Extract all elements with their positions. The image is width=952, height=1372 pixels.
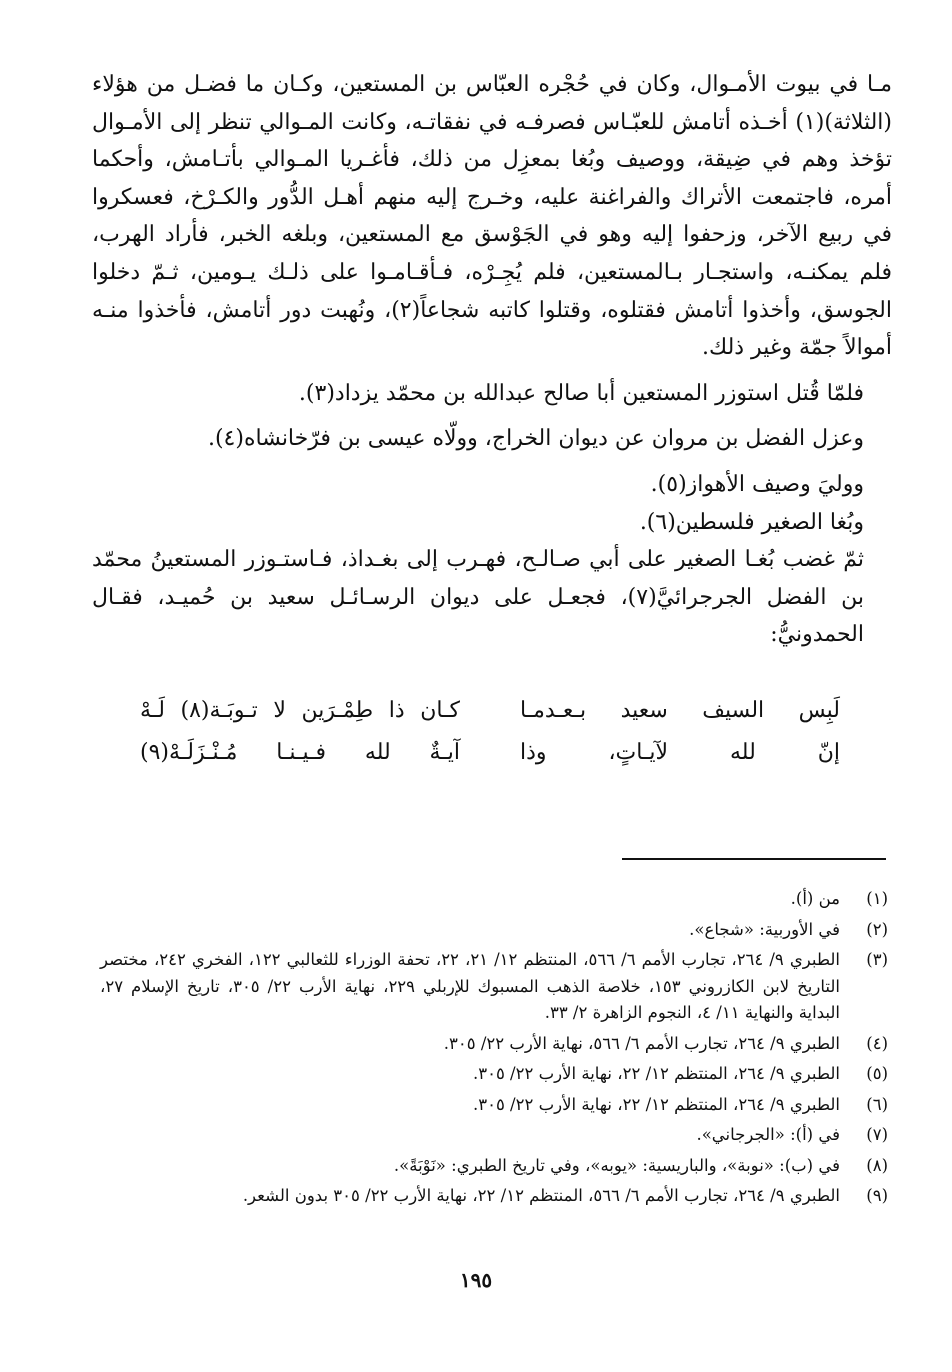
footnote xyxy=(100,1122,888,1149)
footnote-text: الطبري ٩/ ٢٦٤، المنتظم ١٢/ ٢٢، نهاية الأرب ٢٢/ ٣٠٥. xyxy=(472,1094,840,1114)
footnote-number: (٥) xyxy=(866,1064,888,1083)
footnote-number: (٢) xyxy=(866,919,888,939)
verse-1 xyxy=(140,690,840,732)
paragraph-2: فلمّا قُتل استوزر المستعين أبا صالح عبدالله بن محمّد يزداد(٣). xyxy=(298,380,864,406)
footnote xyxy=(100,1031,888,1058)
verse-2-first-hemistich: إنّ لله لآيـاتٍ، وذا xyxy=(520,740,840,765)
footnote-number: (٩) xyxy=(866,1186,888,1205)
footnote-number: (٧) xyxy=(866,1125,888,1144)
footnote-number: (٨) xyxy=(866,1155,888,1175)
verse-2 xyxy=(140,732,840,774)
footnote-text: الطبري ٩/ ٢٦٤، المنتظم ١٢/ ٢٢، نهاية الأرب ٢٢/ ٣٠٥. xyxy=(472,1064,840,1083)
footnote xyxy=(100,1153,888,1180)
paragraph-1: مـا في بيوت الأمـوال، وكان في حُجْره العبّاس بن المستعين، وكـان ما فضـل من هؤلاء (الثلاثة)(١) أخـذه أتامش للعبّـاس فصرفـه في نفقاتـه، وكانت المـوالي تنظر إلى الأمـوال تؤخذ وهم في ضِيقة، ووصيف وبُغا بمعزِل من ذلك، فأغـريا المـوالي بأتـامش، وأحكما أمره، فاجتمعت الأتراك والفراغنة عليه، وخـرج إليه منهم أهـل الدُّور والكـرْخ، فعسكروا في ربيع الآخر، وزحفوا إليه وهو في الجَوْسق مع المستعين، وبلغه الخبر، فأراد الهرب، فلم يمكنـه، واستجـار بـالمستعين، فلم يُجِـرْه، فـأقـامـوا على ذلـك يـومين، ثـمّ دخلوا الجوسق، وأخذوا أتامش فقتلوه، وقتلوا كاتبه شجاعاً(٢)، ونُهبت دور أتامش، فأخذوا منـه أموالاً جمّة وغير ذلك. xyxy=(92,72,892,361)
footnote-text: الطبري ٩/ ٢٦٤، تجارب الأمم ٦/ ٥٦٦، المنتظم ١٢/ ٢١، ٢٢، تحفة الوزراء للثعالبي ١٢٢، الفخري ٢٤٢، مختصر التاريخ لابن الكازروني ١٥٣، خلاصة الذهب المسبوك للإربلي ٢٢٩، نهاية الأرب ٢٢/ ٣٠٥، تاريخ الإسلام ٢٧، البداية والنهاية ١١/ ٤، النجوم الزاهرة ٢/ ٣٣. xyxy=(100,950,840,1022)
footnote-number: (٦) xyxy=(866,1094,888,1114)
footnote-text: في الأوربية: «شجاع». xyxy=(689,919,840,939)
paragraph-5: وبُغا الصغير فلسطين(٦). xyxy=(639,509,864,535)
footnote-text: من (أ). xyxy=(790,889,840,908)
footnotes xyxy=(100,886,888,1214)
verse-1-first-hemistich: لَبِس السيف سعيد بـعـدمـا xyxy=(520,698,840,723)
footnote-separator xyxy=(622,858,886,860)
footnote xyxy=(100,1183,888,1210)
footnote xyxy=(100,1092,888,1119)
verse-2-second-hemistich: آيـةٌ لله فـيـنـا مُـنْـزَلَـهْ(٩) xyxy=(140,740,460,765)
footnote-text: الطبري ٩/ ٢٦٤، تجارب الأمم ٦/ ٥٦٦، نهاية الأرب ٢٢/ ٣٠٥. xyxy=(443,1033,840,1053)
poem xyxy=(140,690,840,774)
footnote xyxy=(100,886,888,913)
footnote-text: في (أ): «الجرجاني». xyxy=(696,1125,840,1144)
footnote-text: في (ب): «نوبة»، والباريسية: «يوبه»، وفي تاريخ الطبري: «نَوْبَةً». xyxy=(393,1155,840,1175)
paragraph-6: ثمّ غضب بُغـا الصغير على أبي صـالـح، فهـرب إلى بغـداذ، فـاستـوزر المستعينُ محمّد بن الفضل الجرجرائيَّ(٧)، فجعـل على ديوان الرسـائـل سعيد بن حُميـد، فقـال الحمدونيُّ: xyxy=(92,547,864,648)
footnote xyxy=(100,1061,888,1088)
page-number: ١٩٥ xyxy=(459,1268,493,1292)
paragraph-4: ووليَ وصيف الأهواز(٥). xyxy=(650,471,864,497)
footnote xyxy=(100,947,888,1027)
footnote-number: (٣) xyxy=(866,950,888,969)
verse-1-second-hemistich: كـان ذا طِمْـرَين لا تـوبَـة(٨) لَـهْ xyxy=(140,698,460,723)
main-text xyxy=(92,66,892,654)
paragraph-3: وعزل الفضل بن مروان عن ديوان الخراج، وولّاه عيسى بن فرّخانشاه(٤). xyxy=(207,426,864,452)
footnote-text: الطبري ٩/ ٢٦٤، تجارب الأمم ٦/ ٥٦٦، المنتظم ١٢/ ٢٢، نهاية الأرب ٢٢/ ٣٠٥ بدون الشعر. xyxy=(242,1186,840,1205)
footnote-number: (٤) xyxy=(866,1033,888,1053)
footnote-number: (١) xyxy=(866,889,888,908)
footnote xyxy=(100,917,888,944)
